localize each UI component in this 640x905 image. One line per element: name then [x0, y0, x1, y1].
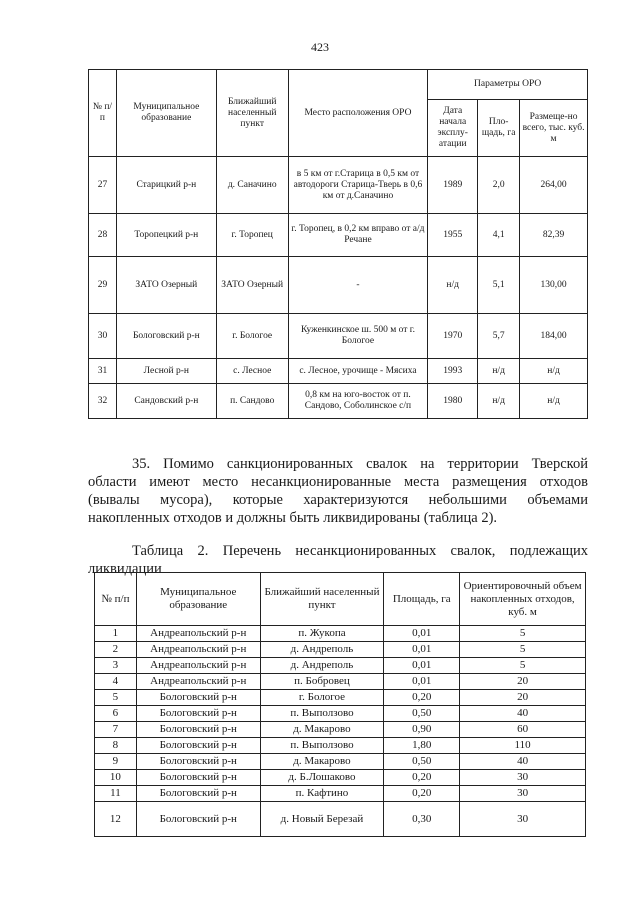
cell-num: 4	[95, 674, 137, 690]
cell-municipality: Бологовский р-н	[136, 770, 260, 786]
cell-municipality: Бологовский р-н	[136, 754, 260, 770]
cell-area: 0,01	[384, 626, 460, 642]
cell-volume: 40	[460, 706, 586, 722]
table-row	[95, 706, 586, 722]
cell-municipality: Старицкий р-н	[116, 157, 216, 214]
cell-num: 31	[89, 359, 117, 384]
cell-location: 0,8 км на юго-восток от п. Сандово, Соболинское с/п	[288, 384, 428, 419]
cell-volume: 30	[460, 770, 586, 786]
cell-volume: 264,00	[520, 157, 588, 214]
header-num: № п/п	[89, 70, 117, 157]
cell-num: 28	[89, 214, 117, 257]
cell-nearest: д. Б.Лошаково	[260, 770, 384, 786]
table-row	[95, 786, 586, 802]
cell-nearest: д. Макарово	[260, 754, 384, 770]
cell-municipality: Бологовский р-н	[136, 690, 260, 706]
cell-area: 0,90	[384, 722, 460, 738]
cell-nearest: п. Сандово	[216, 384, 288, 419]
cell-municipality: Лесной р-н	[116, 359, 216, 384]
caption-line: Таблица 2. Перечень несанкционированных свалок, подлежащих	[132, 543, 588, 559]
cell-num: 11	[95, 786, 137, 802]
cell-area: 2,0	[478, 157, 520, 214]
header-area: Пло-щадь, га	[478, 100, 520, 157]
caption-line: ликвидации	[88, 561, 162, 577]
cell-num: 5	[95, 690, 137, 706]
cell-volume: 60	[460, 722, 586, 738]
cell-area: 0,01	[384, 674, 460, 690]
table-row	[89, 257, 588, 314]
cell-municipality: Бологовский р-н	[136, 738, 260, 754]
table-row	[95, 658, 586, 674]
cell-area: 0,20	[384, 770, 460, 786]
table-row	[95, 770, 586, 786]
cell-municipality: Бологовский р-н	[136, 802, 260, 837]
paragraph-35	[88, 455, 588, 527]
cell-area: 0,20	[384, 690, 460, 706]
landfill-parameters-table	[88, 69, 588, 419]
cell-date: н/д	[428, 257, 478, 314]
cell-num: 6	[95, 706, 137, 722]
table-row	[89, 157, 588, 214]
cell-municipality: Андреапольский р-н	[136, 658, 260, 674]
cell-municipality: Сандовский р-н	[116, 384, 216, 419]
cell-volume: 40	[460, 754, 586, 770]
cell-nearest: д. Макарово	[260, 722, 384, 738]
cell-area: 1,80	[384, 738, 460, 754]
header-date: Дата начала эксплу-атации	[428, 100, 478, 157]
cell-volume: 5	[460, 658, 586, 674]
table-row	[89, 359, 588, 384]
page-number: 423	[311, 40, 329, 54]
cell-volume: 82,39	[520, 214, 588, 257]
cell-location: -	[288, 257, 428, 314]
cell-area: 5,7	[478, 314, 520, 359]
cell-nearest: г. Бологое	[260, 690, 384, 706]
cell-date: 1989	[428, 157, 478, 214]
unauthorized-dumps-table	[94, 572, 586, 837]
cell-municipality: Андреапольский р-н	[136, 626, 260, 642]
cell-municipality: ЗАТО Озерный	[116, 257, 216, 314]
cell-date: 1993	[428, 359, 478, 384]
cell-volume: 30	[460, 786, 586, 802]
cell-num: 1	[95, 626, 137, 642]
cell-num: 2	[95, 642, 137, 658]
header-params: Параметры ОРО	[428, 70, 588, 100]
cell-num: 7	[95, 722, 137, 738]
cell-area: н/д	[478, 359, 520, 384]
cell-municipality: Бологовский р-н	[116, 314, 216, 359]
cell-area: 5,1	[478, 257, 520, 314]
cell-municipality: Бологовский р-н	[136, 706, 260, 722]
paragraph-line: (вывалы мусора), которые характеризуются небольшими объемами	[88, 492, 588, 508]
cell-location: с. Лесное, урочище - Мясиха	[288, 359, 428, 384]
cell-nearest: п. Бобровец	[260, 674, 384, 690]
paragraph-line: накопленных отходов и должны быть ликвидированы (таблица 2).	[88, 510, 498, 526]
cell-date: 1970	[428, 314, 478, 359]
cell-location: Куженкинское ш. 500 м от г. Бологое	[288, 314, 428, 359]
cell-area: 4,1	[478, 214, 520, 257]
cell-municipality: Бологовский р-н	[136, 722, 260, 738]
cell-volume: 184,00	[520, 314, 588, 359]
cell-num: 8	[95, 738, 137, 754]
table-row	[95, 690, 586, 706]
cell-num: 27	[89, 157, 117, 214]
cell-location: в 5 км от г.Старица в 0,5 км от автодороги Старица-Тверь в 0,6 км от д.Саначино	[288, 157, 428, 214]
table-row	[95, 802, 586, 837]
cell-nearest: п. Выползово	[260, 738, 384, 754]
cell-location: г. Торопец, в 0,2 км вправо от а/д Речане	[288, 214, 428, 257]
cell-volume: 130,00	[520, 257, 588, 314]
table-row	[89, 384, 588, 419]
cell-municipality: Бологовский р-н	[136, 786, 260, 802]
cell-nearest: д. Андреполь	[260, 658, 384, 674]
paragraph-line: области имеют место несанкционированные места размещения отходов	[88, 474, 588, 490]
table-row	[95, 722, 586, 738]
header-volume: Размеще-но всего, тыс. куб. м	[520, 100, 588, 157]
table-row	[95, 642, 586, 658]
cell-nearest: ЗАТО Озерный	[216, 257, 288, 314]
cell-volume: 5	[460, 642, 586, 658]
cell-volume: 30	[460, 802, 586, 837]
cell-volume: 20	[460, 690, 586, 706]
table-row	[89, 314, 588, 359]
cell-volume: н/д	[520, 384, 588, 419]
cell-num: 32	[89, 384, 117, 419]
cell-date: 1980	[428, 384, 478, 419]
cell-nearest: г. Торопец	[216, 214, 288, 257]
cell-municipality: Андреапольский р-н	[136, 674, 260, 690]
header-nearest: Ближайший населенный пункт	[260, 573, 384, 626]
cell-volume: 5	[460, 626, 586, 642]
header-num: № п/п	[95, 573, 137, 626]
cell-area: 0,50	[384, 706, 460, 722]
header-nearest: Ближайший населенный пункт	[216, 70, 288, 157]
table-row	[95, 754, 586, 770]
cell-nearest: д. Андреполь	[260, 642, 384, 658]
cell-num: 9	[95, 754, 137, 770]
cell-nearest: п. Жукопа	[260, 626, 384, 642]
cell-num: 12	[95, 802, 137, 837]
cell-num: 10	[95, 770, 137, 786]
header-area: Площадь, га	[384, 573, 460, 626]
cell-area: 0,30	[384, 802, 460, 837]
cell-municipality: Торопецкий р-н	[116, 214, 216, 257]
cell-date: 1955	[428, 214, 478, 257]
table-row	[95, 738, 586, 754]
table-row	[95, 626, 586, 642]
cell-area: н/д	[478, 384, 520, 419]
cell-nearest: г. Бологое	[216, 314, 288, 359]
cell-volume: 20	[460, 674, 586, 690]
cell-nearest: п. Кафтино	[260, 786, 384, 802]
header-location: Место расположения ОРО	[288, 70, 428, 157]
cell-volume: 110	[460, 738, 586, 754]
cell-municipality: Андреапольский р-н	[136, 642, 260, 658]
table-row	[95, 674, 586, 690]
cell-area: 0,01	[384, 642, 460, 658]
cell-area: 0,50	[384, 754, 460, 770]
cell-nearest: д. Саначино	[216, 157, 288, 214]
cell-num: 29	[89, 257, 117, 314]
header-municipality: Муниципальное образование	[116, 70, 216, 157]
cell-volume: н/д	[520, 359, 588, 384]
table-row	[89, 214, 588, 257]
cell-num: 30	[89, 314, 117, 359]
header-volume: Ориентировочный объем накопленных отходов, куб. м	[460, 573, 586, 626]
cell-num: 3	[95, 658, 137, 674]
paragraph-line: 35. Помимо санкционированных свалок на территории Тверской	[132, 456, 588, 472]
cell-area: 0,01	[384, 658, 460, 674]
header-municipality: Муниципальное образование	[136, 573, 260, 626]
cell-nearest: п. Выползово	[260, 706, 384, 722]
cell-nearest: д. Новый Березай	[260, 802, 384, 837]
cell-area: 0,20	[384, 786, 460, 802]
cell-nearest: с. Лесное	[216, 359, 288, 384]
